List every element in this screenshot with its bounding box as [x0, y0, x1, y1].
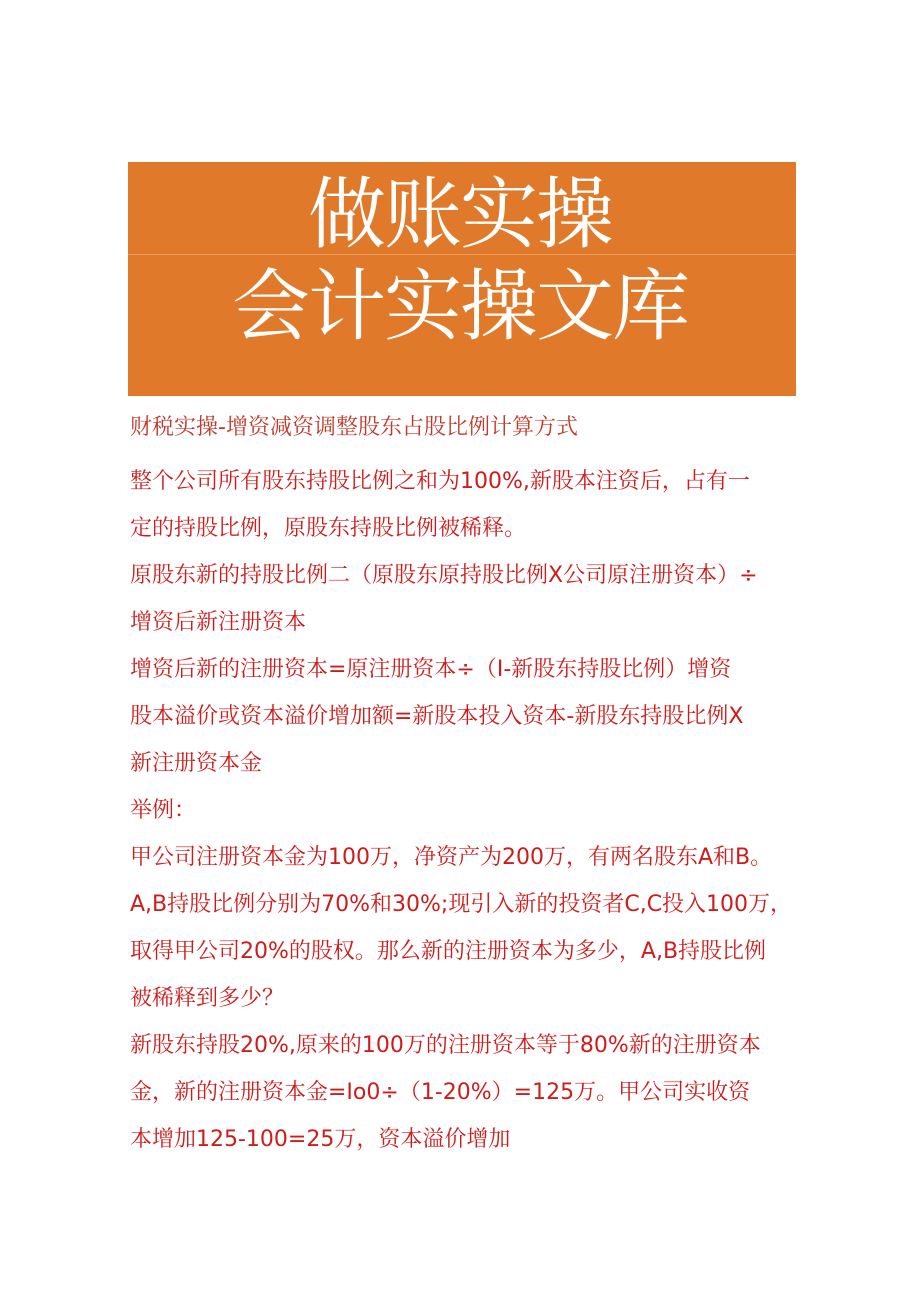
body-line: 股本溢价或资本溢价增加额=新股本投入资本-新股东持股比例X — [130, 704, 744, 729]
body-line: 新股东持股20%,原来的100万的注册资本等于80%新的注册资本 — [130, 1033, 761, 1058]
body-line: 增资后新的注册资本=原注册资本÷（I-新股东持股比例）增资 — [130, 657, 732, 682]
body-line: 本增加125-100=25万，资本溢价增加 — [130, 1127, 511, 1152]
body-line: 甲公司注册资本金为100万，净资产为200万，有两名股东A和B。 — [130, 845, 773, 870]
body-line: 定的持股比例，原股东持股比例被稀释。 — [130, 516, 527, 541]
body-line: 整个公司所有股东持股比例之和为100%,新股本注资后，占有一 — [130, 469, 750, 494]
body-line: 举例： — [130, 798, 197, 823]
banner-title-line-2: 会计实操文库 — [231, 262, 688, 352]
document-body — [130, 458, 800, 1163]
body-line: A,B持股比例分别为70%和30%;现引入新的投资者C,C投入100万， — [130, 892, 793, 917]
body-line: 被稀释到多少？ — [130, 986, 285, 1011]
body-line: 增资后新注册资本 — [130, 610, 307, 635]
body-line: 金，新的注册资本金=Io0÷（1-20%）=125万。甲公司实收资 — [130, 1080, 751, 1105]
document-title: 财税实操-增资减资调整股东占股比例计算方式 — [130, 415, 578, 440]
body-line: 新注册资本金 — [130, 751, 263, 776]
body-line: 原股东新的持股比例二（原股东原持股比例X公司原注册资本）÷ — [130, 563, 758, 588]
banner-title-line-1: 做账实操 — [307, 170, 612, 260]
body-line: 取得甲公司20%的股权。那么新的注册资本为多少，A,B持股比例 — [130, 939, 767, 964]
